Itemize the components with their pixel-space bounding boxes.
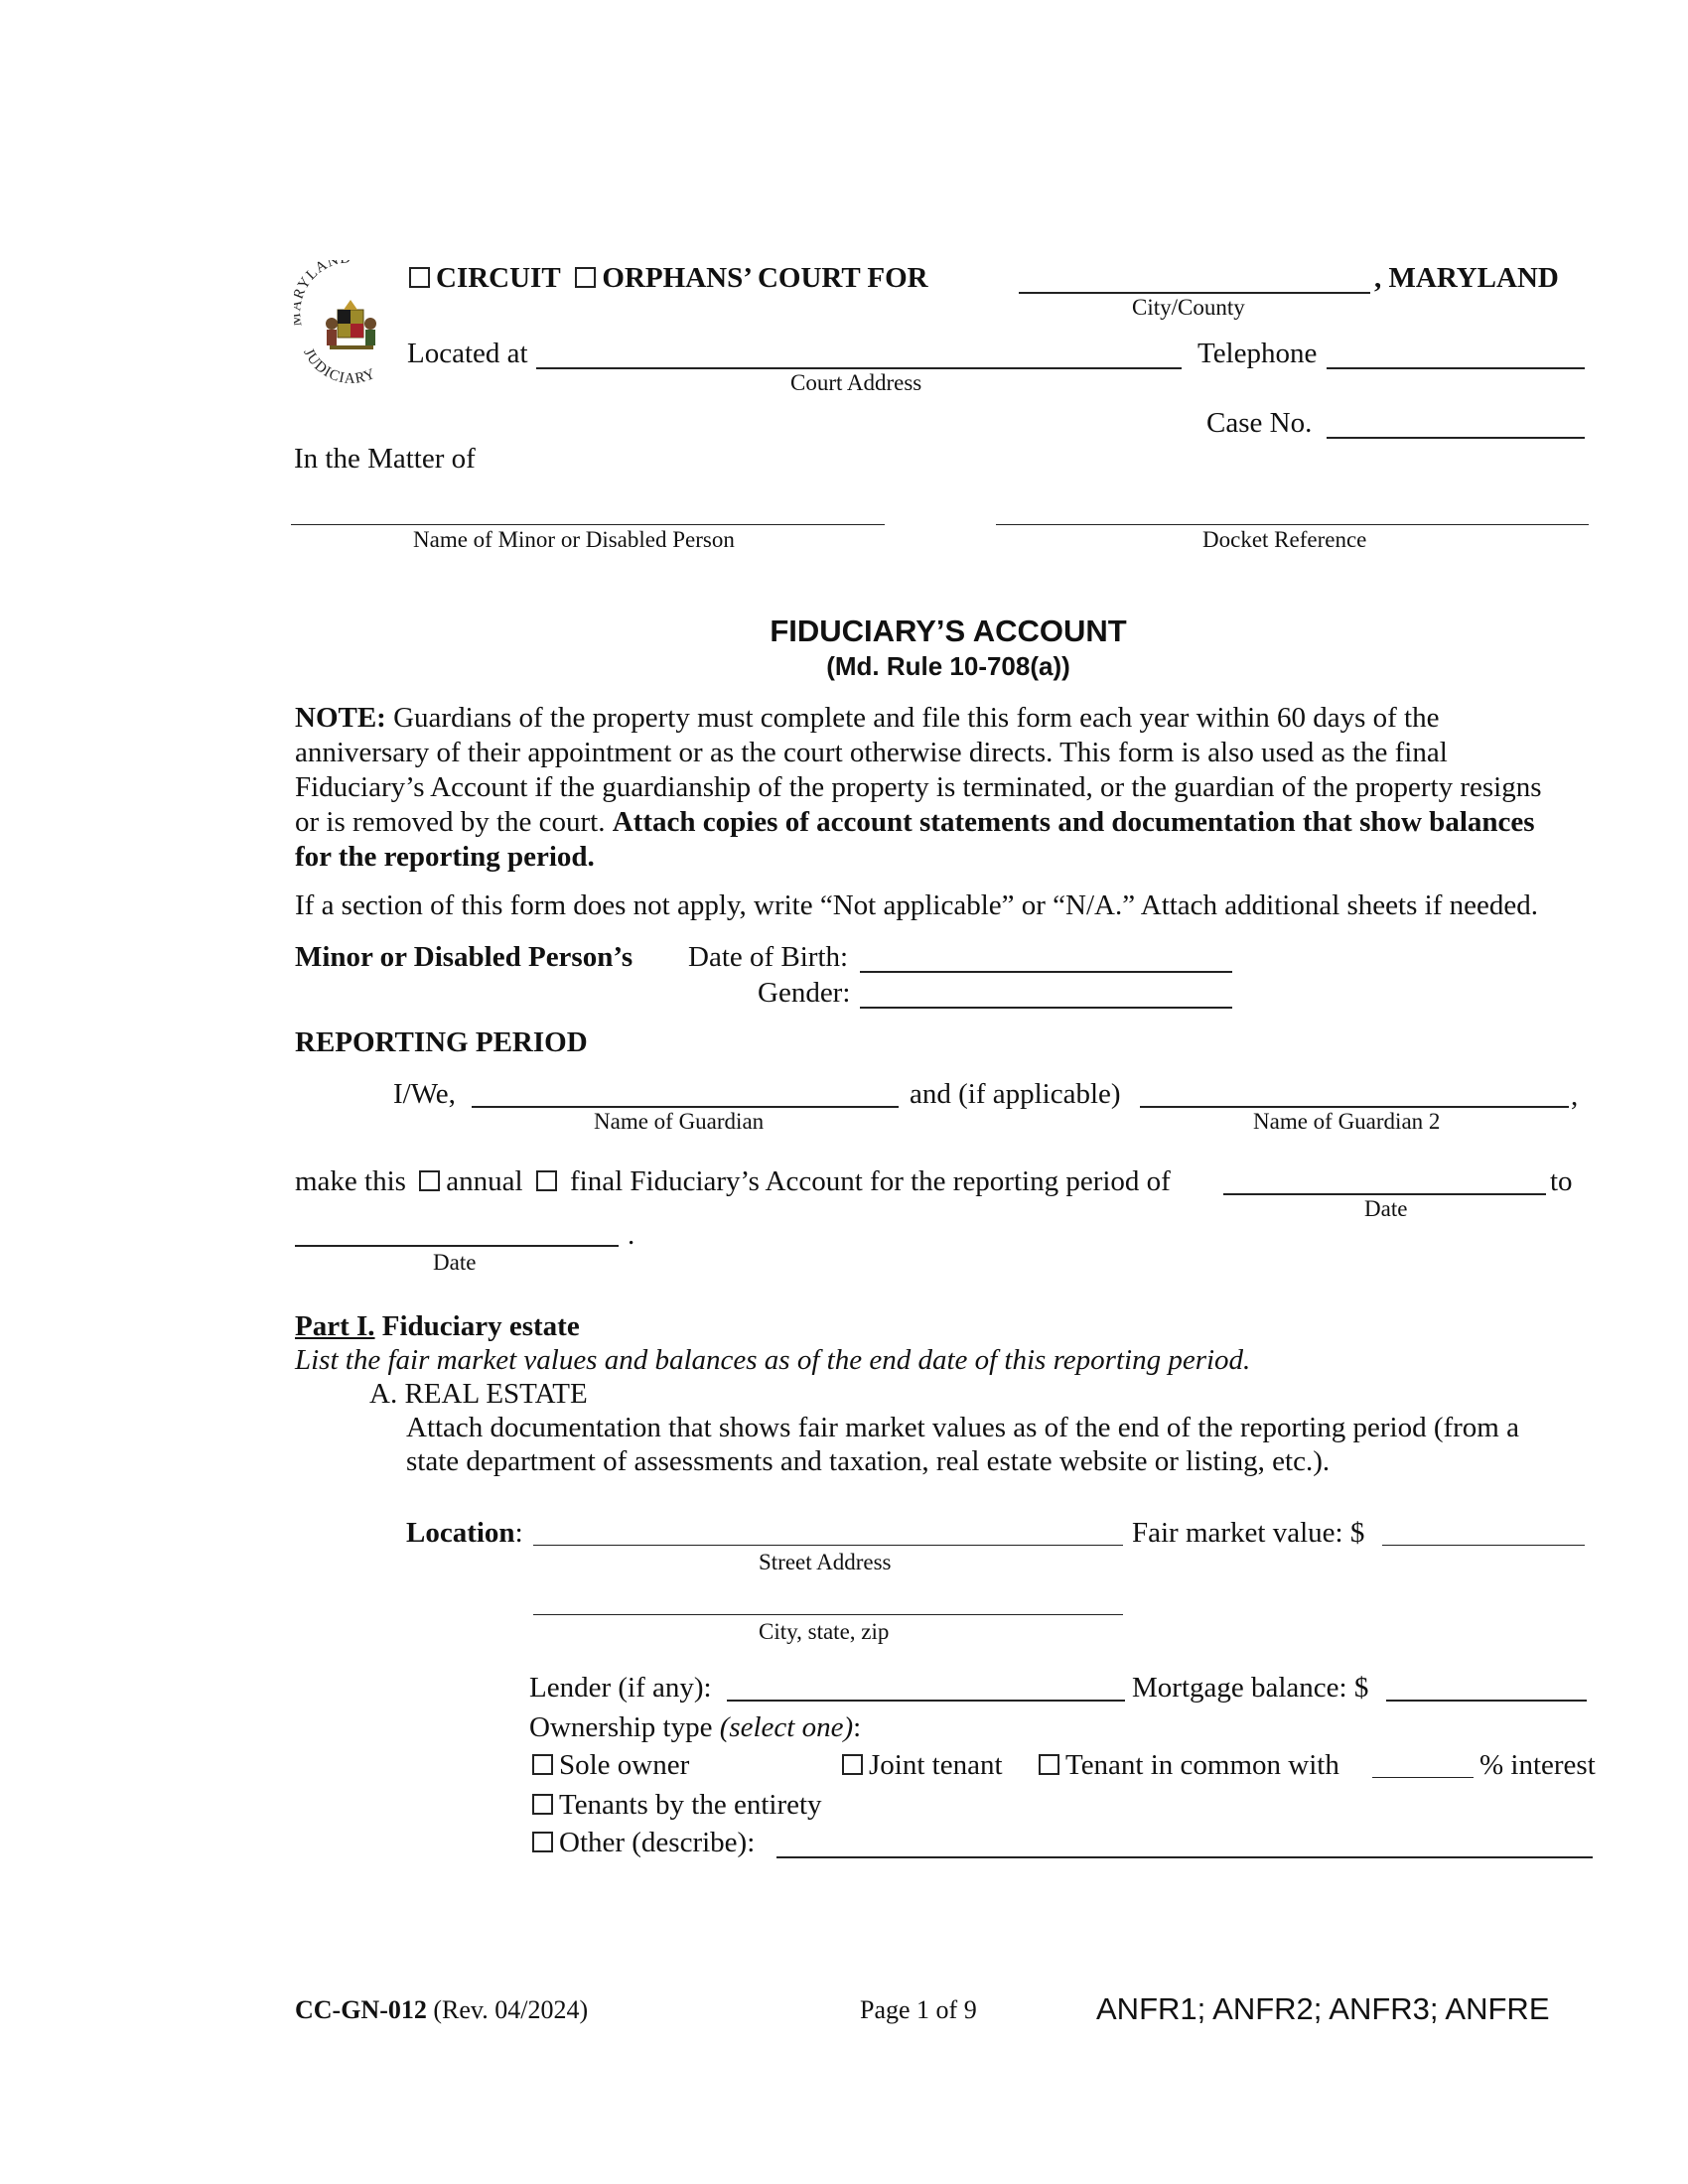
interest-percent-field[interactable] bbox=[1372, 1777, 1474, 1778]
to-label: to bbox=[1550, 1165, 1573, 1197]
note-attach-bold: Attach copies of account statements and documentation that show balances bbox=[612, 806, 1535, 838]
dob-label: Date of Birth: bbox=[688, 941, 849, 973]
comma: , bbox=[1571, 1080, 1579, 1112]
city-county-caption: City/County bbox=[1132, 295, 1245, 320]
in-the-matter-label: In the Matter of bbox=[294, 443, 476, 475]
part1-title: Fiduciary estate bbox=[381, 1310, 580, 1342]
court-address-field[interactable] bbox=[536, 367, 1182, 369]
note-paragraph bbox=[295, 701, 1616, 875]
svg-text:JUDICIARY bbox=[300, 346, 378, 384]
note-label: NOTE: bbox=[295, 702, 386, 734]
orphans-court-label: ORPHANS’ COURT FOR bbox=[602, 262, 928, 294]
note-line-5: for the reporting period. bbox=[295, 841, 595, 873]
footer-page-number: Page 1 of 9 bbox=[860, 1995, 977, 2024]
ownership-type-label-row bbox=[529, 1713, 861, 1742]
tenants-by-entirety-option[interactable] bbox=[532, 1791, 822, 1820]
period-start-line[interactable] bbox=[1223, 1193, 1546, 1195]
guardian-caption: Name of Guardian bbox=[594, 1109, 765, 1134]
final-checkbox[interactable] bbox=[536, 1170, 557, 1191]
other-describe-field[interactable] bbox=[776, 1856, 1593, 1858]
and-if-applicable-label: and (if applicable) bbox=[910, 1078, 1121, 1110]
note-line-3: Fiduciary’s Account if the guardianship of the property is terminated, or the guardian of the property resigns bbox=[295, 771, 1542, 803]
street-address-caption: Street Address bbox=[759, 1550, 892, 1574]
joint-tenant-checkbox[interactable] bbox=[842, 1754, 863, 1775]
circuit-checkbox[interactable] bbox=[409, 267, 430, 288]
part1-heading bbox=[295, 1312, 580, 1341]
tenants-by-entirety-checkbox[interactable] bbox=[532, 1794, 553, 1815]
instructions-text: If a section of this form does not apply, write “Not applicable” or “N/A.” Attach additional sheets if needed. bbox=[295, 889, 1538, 921]
period-end-field[interactable] bbox=[295, 1245, 619, 1247]
guardian2-name-field[interactable] bbox=[1140, 1106, 1569, 1108]
form-rule: (Md. Rule 10-708(a)) bbox=[826, 651, 1070, 681]
dob-field[interactable] bbox=[860, 971, 1232, 973]
part1-number: Part I. bbox=[295, 1310, 375, 1342]
lender-field[interactable] bbox=[727, 1700, 1125, 1702]
lender-label: Lender (if any): bbox=[529, 1672, 712, 1704]
account-type-row bbox=[295, 1167, 1171, 1196]
real-estate-heading: A. REAL ESTATE bbox=[369, 1378, 588, 1410]
tenant-in-common-checkbox[interactable] bbox=[1039, 1754, 1059, 1775]
case-no-label: Case No. bbox=[1206, 407, 1313, 439]
located-at-label: Located at bbox=[407, 338, 528, 369]
location-colon: : bbox=[514, 1517, 523, 1549]
footer-form-id: CC-GN-012 bbox=[295, 1995, 427, 2024]
maryland-label: , MARYLAND bbox=[1374, 262, 1559, 294]
form-title: FIDUCIARY’S ACCOUNT bbox=[770, 614, 1127, 648]
court-address-caption: Court Address bbox=[790, 370, 922, 395]
city-state-zip-field[interactable] bbox=[533, 1614, 1123, 1615]
telephone-label: Telephone bbox=[1197, 338, 1318, 369]
fair-market-value-label: Fair market value: $ bbox=[1132, 1517, 1365, 1549]
fair-market-value-field[interactable] bbox=[1382, 1545, 1585, 1546]
iwe-label: I/We, bbox=[393, 1078, 456, 1110]
footer-codes: ANFR1; ANFR2; ANFR3; ANFRE bbox=[1096, 1991, 1550, 2026]
telephone-field[interactable] bbox=[1327, 367, 1585, 369]
sole-owner-label: Sole owner bbox=[559, 1749, 690, 1781]
footer-revision: (Rev. 04/2024) bbox=[433, 1995, 589, 2024]
seal-bottom-text: JUDICIARY bbox=[300, 345, 379, 384]
gender-field[interactable] bbox=[860, 1007, 1232, 1009]
location-label-row bbox=[406, 1519, 523, 1548]
joint-tenant-label: Joint tenant bbox=[869, 1749, 1003, 1781]
reporting-period-heading: REPORTING PERIOD bbox=[295, 1026, 588, 1058]
minor-name-caption: Name of Minor or Disabled Person bbox=[413, 527, 735, 552]
minor-name-field[interactable] bbox=[291, 524, 885, 525]
guardian2-caption: Name of Guardian 2 bbox=[1253, 1109, 1441, 1134]
street-address-field[interactable] bbox=[533, 1545, 1123, 1546]
court-type-row bbox=[409, 264, 928, 293]
tenant-in-common-label: Tenant in common with bbox=[1065, 1749, 1339, 1781]
ownership-type-label: Ownership type bbox=[529, 1711, 713, 1743]
note-line-2: anniversary of their appointment or as the court otherwise directs. This form is also used as the final bbox=[295, 737, 1448, 768]
case-no-field[interactable] bbox=[1327, 437, 1585, 439]
part1-subtitle: List the fair market values and balances as of the end date of this reporting period. bbox=[295, 1344, 1251, 1376]
gender-label: Gender: bbox=[758, 977, 851, 1009]
location-label: Location bbox=[406, 1517, 515, 1549]
interest-label: % interest bbox=[1479, 1749, 1596, 1781]
tenants-by-entirety-label: Tenants by the entirety bbox=[559, 1789, 822, 1821]
joint-tenant-option[interactable] bbox=[842, 1751, 1003, 1780]
final-text: final Fiduciary’s Account for the reporting period of bbox=[570, 1165, 1171, 1197]
docket-reference-caption: Docket Reference bbox=[1202, 527, 1367, 552]
city-county-field[interactable] bbox=[1019, 292, 1370, 294]
make-this-label: make this bbox=[295, 1165, 406, 1197]
other-label: Other (describe): bbox=[559, 1827, 756, 1858]
note-line-1: Guardians of the property must complete and file this form each year within 60 days of the bbox=[393, 702, 1440, 734]
guardian-name-field[interactable] bbox=[472, 1106, 899, 1108]
mortgage-balance-field[interactable] bbox=[1386, 1700, 1587, 1702]
real-estate-line-2: state department of assessments and taxation, real estate website or listing, etc.). bbox=[406, 1445, 1331, 1477]
seal-top-text: YLAN bbox=[295, 260, 342, 293]
ownership-type-colon: : bbox=[853, 1711, 862, 1743]
seal-icon bbox=[294, 260, 407, 384]
other-checkbox[interactable] bbox=[532, 1832, 553, 1852]
period-end-dot: . bbox=[628, 1219, 635, 1251]
minor-info-label: Minor or Disabled Person’s bbox=[295, 941, 633, 973]
footer-form-id-row bbox=[295, 1995, 588, 2025]
annual-label: annual bbox=[446, 1165, 523, 1197]
period-start-caption: Date bbox=[1364, 1196, 1408, 1221]
real-estate-line-1: Attach documentation that shows fair market values as of the end of the reporting period (from a bbox=[406, 1412, 1519, 1443]
tenant-in-common-option[interactable] bbox=[1039, 1751, 1339, 1780]
orphans-court-checkbox[interactable] bbox=[575, 267, 596, 288]
period-end-caption: Date bbox=[433, 1250, 477, 1275]
other-option[interactable] bbox=[532, 1829, 755, 1857]
ownership-type-hint: (select one) bbox=[719, 1711, 854, 1743]
note-line-4: or is removed by the court. bbox=[295, 806, 606, 838]
city-state-zip-caption: City, state, zip bbox=[759, 1619, 890, 1644]
circuit-label: CIRCUIT bbox=[436, 262, 561, 294]
docket-reference-field[interactable] bbox=[996, 524, 1589, 525]
mortgage-balance-label: Mortgage balance: $ bbox=[1132, 1672, 1369, 1704]
annual-checkbox[interactable] bbox=[419, 1170, 440, 1191]
sole-owner-checkbox[interactable] bbox=[532, 1754, 553, 1775]
sole-owner-option[interactable] bbox=[532, 1751, 689, 1780]
maryland-judiciary-seal bbox=[294, 260, 407, 384]
